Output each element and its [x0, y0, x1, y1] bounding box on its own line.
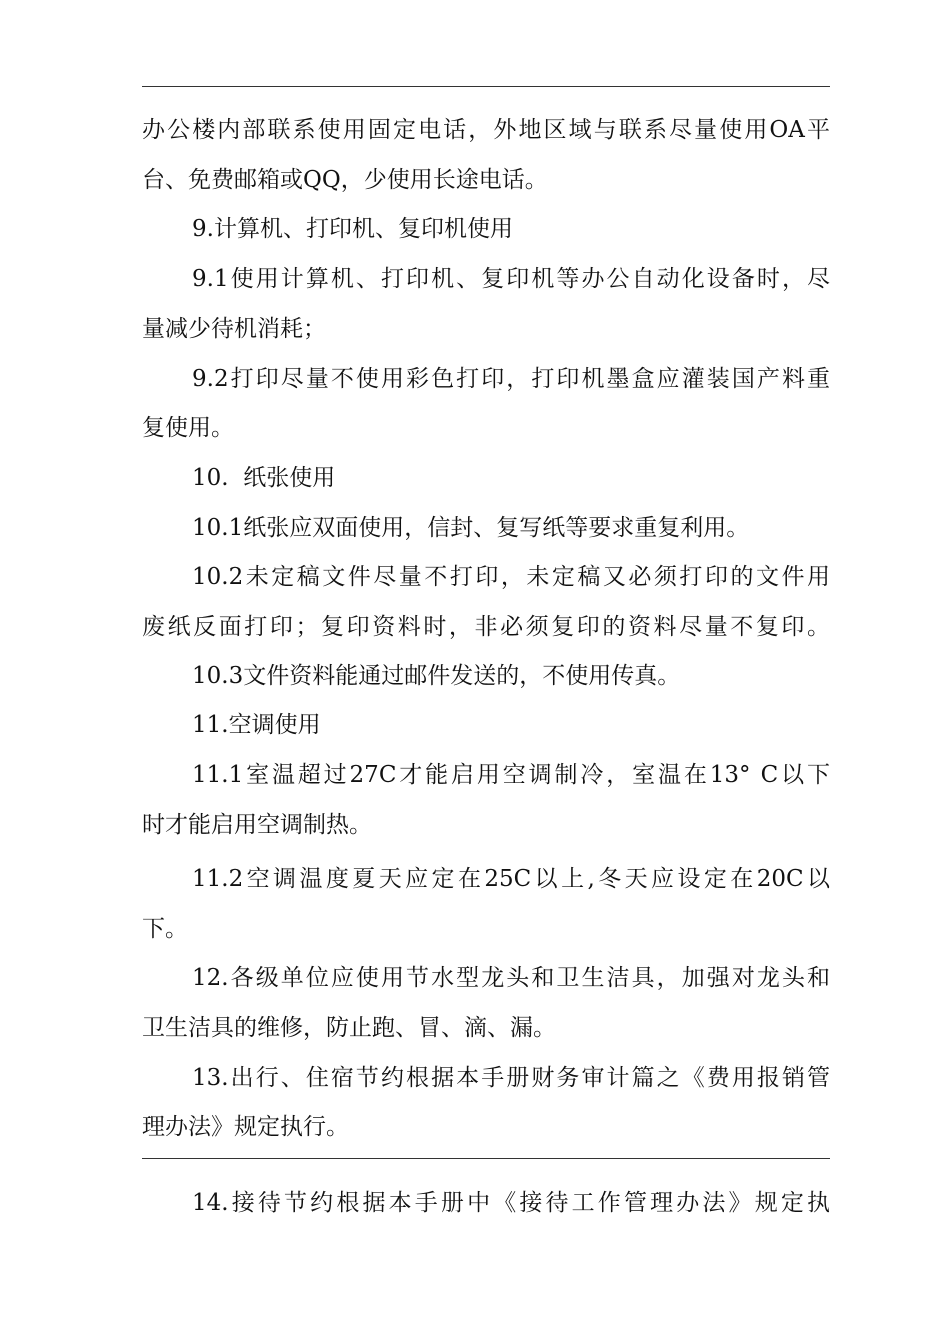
text-line: 卫生洁具的维修，防止跑、冒、滴、漏。 — [142, 1015, 556, 1041]
text-line: 11.2空调温度夏天应定在25C以上,冬天应设定在20C以 — [192, 866, 830, 892]
text-line: 理办法》规定执行。 — [142, 1114, 349, 1140]
page-break-rule — [142, 1158, 830, 1159]
text-line: 下。 — [142, 916, 188, 942]
header-rule — [142, 86, 830, 87]
text-line: 9.2打印尽量不使用彩色打印，打印机墨盒应灌装国产料重 — [192, 366, 830, 392]
text-line: 10.1纸张应双面使用，信封、复写纸等要求重复利用。 — [192, 515, 750, 541]
text-line: 复使用。 — [142, 415, 234, 441]
text-line: 14.接待节约根据本手册中《接待工作管理办法》规定执 — [192, 1190, 830, 1216]
text-line: 13.出行、住宿节约根据本手册财务审计篇之《费用报销管 — [192, 1065, 830, 1091]
text-line: 12.各级单位应使用节水型龙头和卫生洁具，加强对龙头和 — [192, 965, 830, 991]
section-heading: 9.计算机、打印机、复印机使用 — [192, 216, 513, 242]
text-line: 时才能启用空调制热。 — [142, 812, 372, 838]
text-line: 11.1室温超过27C才能启用空调制冷，室温在13° C以下 — [192, 762, 830, 788]
section-heading: 11.空调使用 — [192, 712, 321, 738]
text-line: 10.3文件资料能通过邮件发送的，不使用传真。 — [192, 663, 681, 689]
text-line: 台、免费邮箱或QQ，少使用长途电话。 — [142, 167, 548, 193]
text-line: 废纸反面打印；复印资料时，非必须复印的资料尽量不复印。 — [142, 614, 830, 640]
text-line: 9.1使用计算机、打印机、复印机等办公自动化设备时，尽 — [192, 266, 830, 292]
section-heading: 10. 纸张使用 — [192, 465, 336, 491]
text-line: 10.2未定稿文件尽量不打印，未定稿又必须打印的文件用 — [192, 564, 830, 590]
text-line: 量减少待机消耗； — [142, 316, 326, 342]
text-line: 办公楼内部联系使用固定电话，外地区域与联系尽量使用OA平 — [142, 117, 830, 143]
